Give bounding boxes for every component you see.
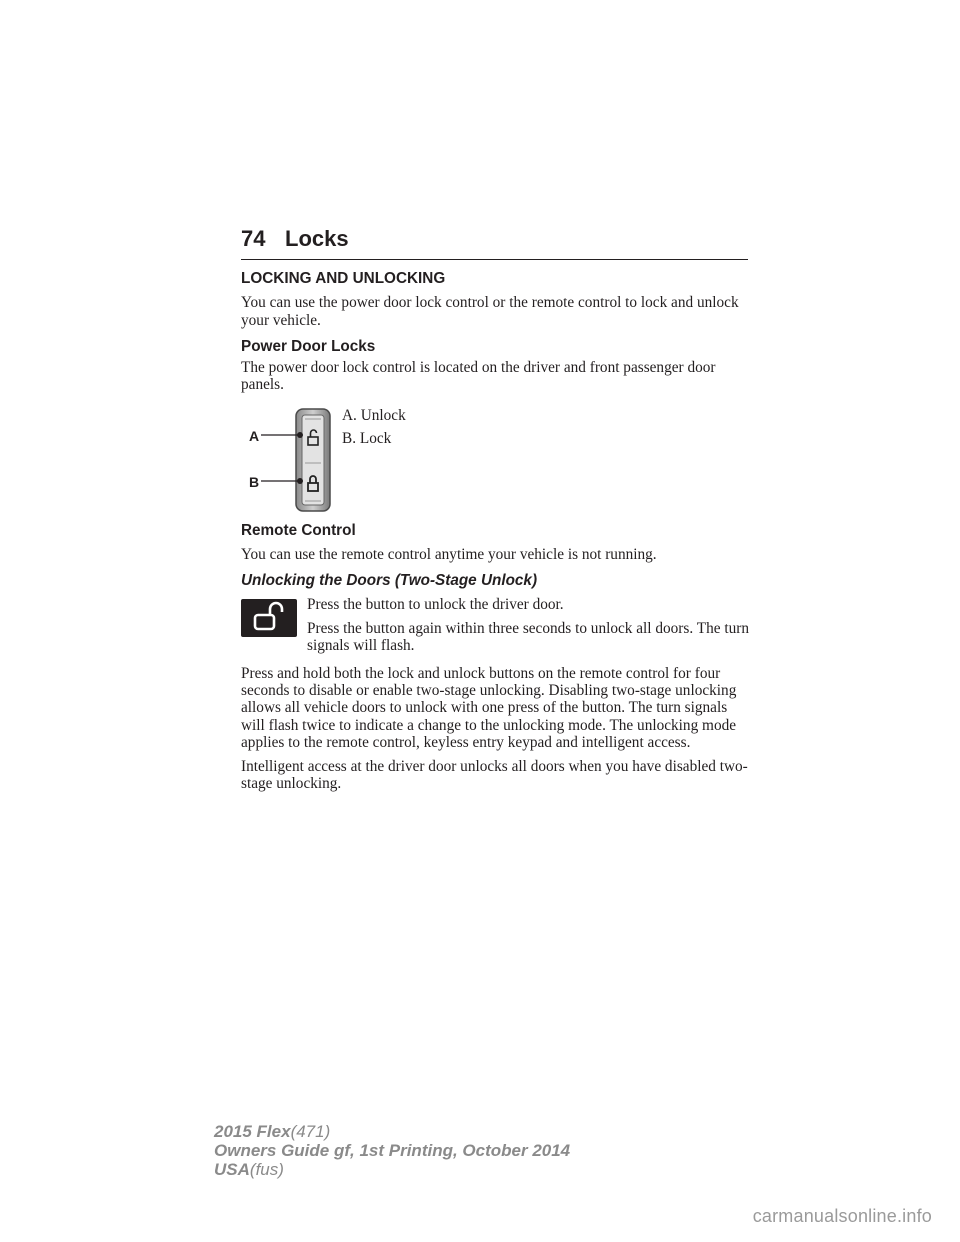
heading-power-door-locks: Power Door Locks — [241, 337, 376, 355]
footer-line-3 — [214, 1160, 570, 1179]
callout-a-label: A — [249, 427, 260, 444]
unlock-step-1: Press the button to unlock the driver door. — [307, 595, 564, 613]
footer-line-1 — [214, 1122, 570, 1141]
figure-captions — [342, 407, 642, 454]
intro-paragraph: You can use the power door lock control or the remote control to lock and unlock your vehicle. — [241, 294, 739, 329]
remote-paragraph: You can use the remote control anytime your vehicle is not running. — [241, 546, 657, 564]
heading-two-stage-unlock: Unlocking the Doors (Two-Stage Unlock) — [241, 572, 538, 590]
page-number: 74 — [241, 226, 266, 251]
header-rule — [241, 259, 748, 260]
door-lock-switch-illustration — [241, 407, 341, 513]
unlock-step-text — [307, 596, 757, 655]
footer-model: 2015 Flex — [214, 1122, 291, 1141]
watermark: carmanualsonline.info — [752, 1206, 932, 1226]
page-header — [241, 226, 748, 260]
callout-b-label: B — [249, 473, 260, 490]
unlock-step-2: Press the button again within three seconds to unlock all doors. The turn signals will flash. — [307, 619, 749, 655]
section-title: Locks — [285, 226, 349, 251]
power-lock-figure — [241, 407, 751, 513]
heading-remote-control: Remote Control — [241, 521, 356, 539]
page-footer — [214, 1122, 570, 1179]
footer-market-code: (fus) — [249, 1160, 284, 1179]
unlock-step-block — [241, 596, 751, 656]
footer-line-2: Owners Guide gf, 1st Printing, October 2014 — [214, 1141, 571, 1160]
page-content — [241, 270, 751, 793]
unlock-icon — [241, 599, 297, 637]
heading-locking-unlocking: LOCKING AND UNLOCKING — [241, 270, 446, 287]
footer-market: USA — [214, 1160, 250, 1179]
footer-model-code: (471) — [290, 1122, 331, 1141]
intelligent-access-paragraph: Intelligent access at the driver door unlocks all doors when you have disabled two-stage unlocking. — [241, 758, 748, 793]
caption-lock: B. Lock — [342, 430, 392, 448]
hold-buttons-paragraph: Press and hold both the lock and unlock buttons on the remote control for four seconds to disable or enable two-stage unlocking. Disabling two-stage unlocking allows all vehicle doors to unlock with one press of the button. The turn signals will flash twice to indicate a change to the unlocking mode. The unlocking mode applies to the remote control, keyless entry keypad and intelligent access. — [241, 664, 737, 751]
power-locks-paragraph: The power door lock control is located on the driver and front passenger door panels. — [241, 359, 716, 394]
caption-unlock: A. Unlock — [342, 406, 406, 424]
